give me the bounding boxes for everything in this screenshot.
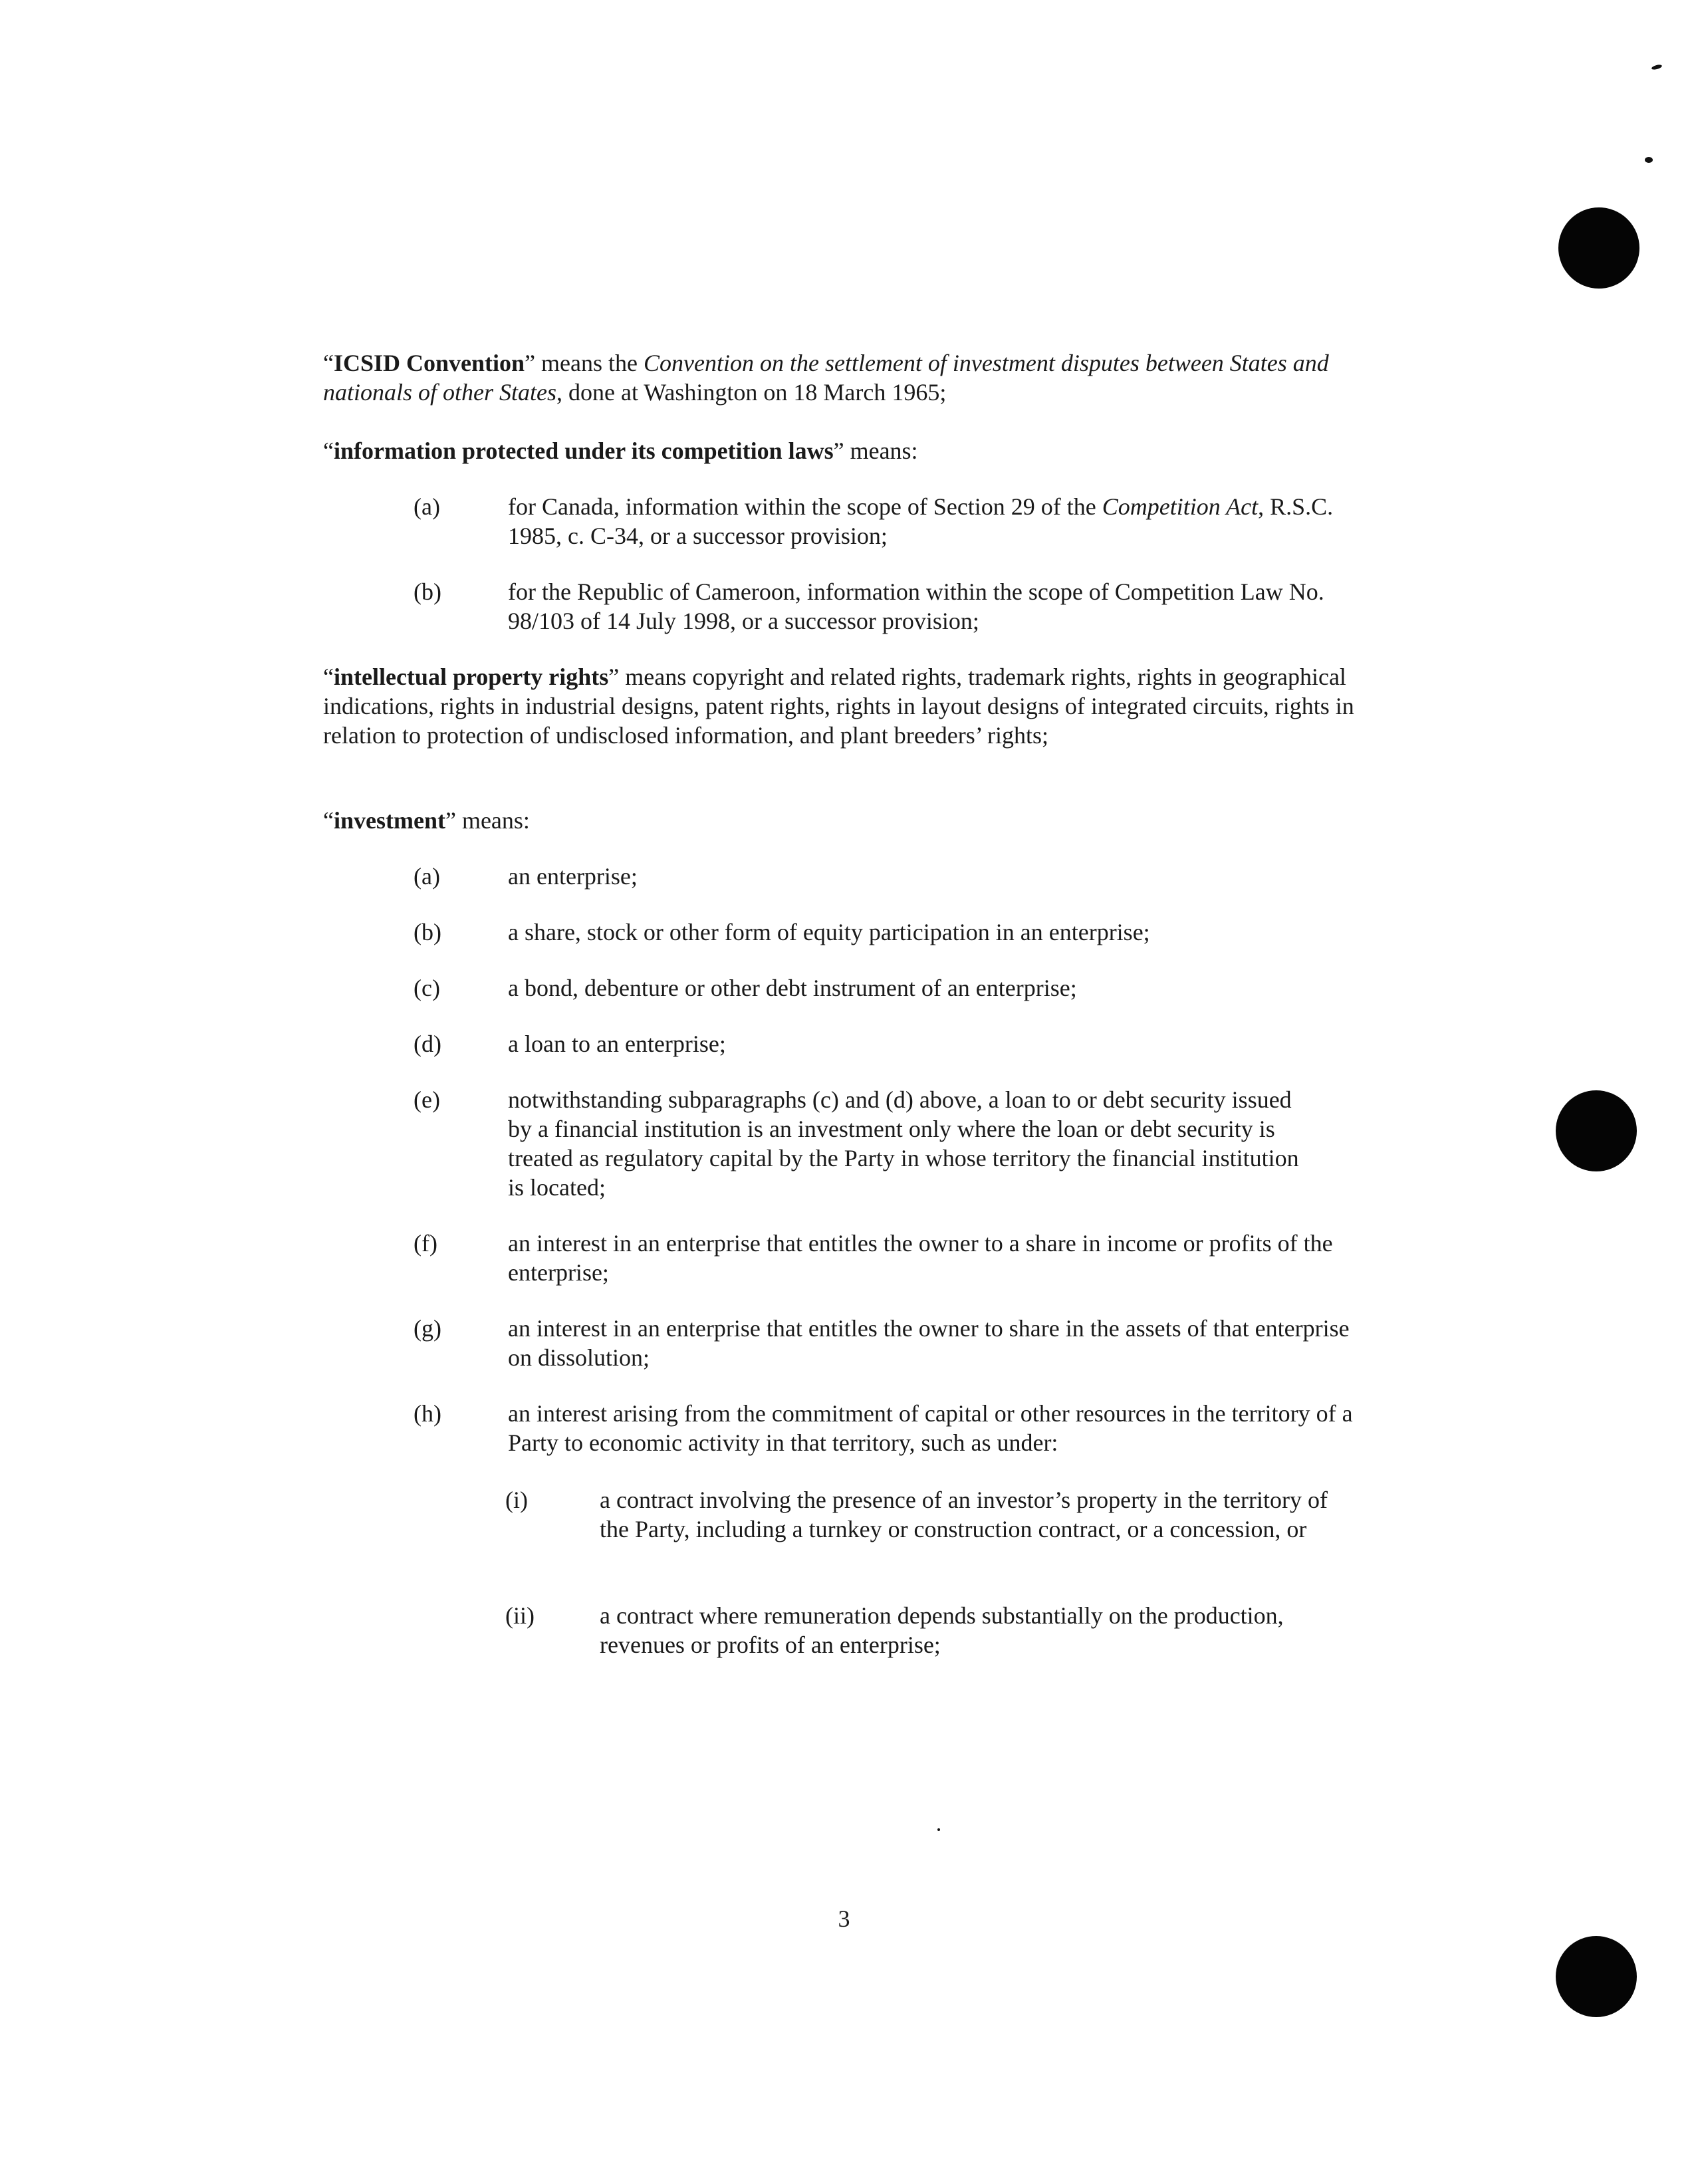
scan-speck <box>937 1828 940 1831</box>
item-text-part: for Canada, information within the scope of Section 29 of the <box>508 493 1102 520</box>
sub-item-text: a contract where remuneration depends substantially on the production, revenues or profits of an enterprise; <box>600 1602 1284 1658</box>
item-text <box>508 492 1359 550</box>
definition-icsid-convention <box>323 348 1360 407</box>
item-text: notwithstanding subparagraphs (c) and (d) above, a loan to or debt security issued by a financial institution is an investment only where the loan or debt security is treated as regulatory capital by the Party in whose territory the financial institution is located; <box>508 1086 1299 1201</box>
item-label: (b) <box>414 578 441 605</box>
punch-hole-middle <box>1556 1090 1637 1171</box>
defined-term: investment <box>333 807 445 834</box>
defined-term: information protected under its competition laws <box>333 437 834 464</box>
convention-title: Convention on the settlement of investment disputes between States and nationals of other States <box>323 350 1329 406</box>
quote-open: “ <box>323 807 334 834</box>
definition-text: , done at Washington on 18 March 1965; <box>556 379 947 406</box>
item-text-part: , R.S.C. 1985, c. C-34, or a successor provision; <box>508 493 1334 549</box>
act-title: Competition Act <box>1102 493 1259 520</box>
defined-term: ICSID Convention <box>333 350 525 376</box>
item-text: an enterprise; <box>508 863 638 890</box>
definition-intellectual-property-rights <box>323 662 1360 750</box>
item-text: an interest in an enterprise that entitles the owner to share in the assets of that enterprise on dissolution; <box>508 1315 1350 1371</box>
definition-connector: ” means: <box>445 807 530 834</box>
quote-open: “ <box>323 437 334 464</box>
item-label: (d) <box>414 1031 441 1057</box>
item-label: (h) <box>414 1400 441 1427</box>
item-label: (b) <box>414 919 441 945</box>
definition-connector: ” means the <box>525 350 644 376</box>
quote-open: “ <box>323 664 334 690</box>
definition-competition-laws <box>323 436 1360 465</box>
defined-term: intellectual property rights <box>333 664 609 690</box>
item-text: a bond, debenture or other debt instrument of an enterprise; <box>508 975 1077 1001</box>
item-label: (g) <box>414 1315 441 1342</box>
item-text: a share, stock or other form of equity participation in an enterprise; <box>508 919 1150 945</box>
item-text: for the Republic of Cameroon, information within the scope of Competition Law No. 98/103 of 14 July 1998, or a successor provision; <box>508 578 1324 634</box>
item-label: (a) <box>414 493 440 520</box>
item-text: an interest in an enterprise that entitles the owner to a share in income or profits of the enterprise; <box>508 1230 1333 1286</box>
sub-item-label: (i) <box>505 1487 528 1513</box>
punch-hole-bottom <box>1556 1936 1637 2017</box>
definition-text: ” means copyright and related rights, trademark rights, rights in geographical indications, rights in industrial designs, patent rights, rights in layout designs of integrated circuits, rights in relation to protection of undisclosed information, and plant breeders’ rights; <box>323 664 1354 749</box>
scan-speck <box>1645 157 1653 163</box>
item-label: (c) <box>414 975 440 1001</box>
item-text: an interest arising from the commitment of capital or other resources in the territory of a Party to economic activity in that territory, such as under: <box>508 1400 1353 1456</box>
quote-open: “ <box>323 350 334 376</box>
definition-connector: ” means: <box>833 437 918 464</box>
scan-speck <box>1651 64 1662 70</box>
item-label: (e) <box>414 1086 440 1113</box>
punch-hole-top <box>1558 207 1639 289</box>
page-number: 3 <box>838 1905 850 1932</box>
item-label: (a) <box>414 863 440 890</box>
item-label: (f) <box>414 1230 437 1257</box>
item-text: a loan to an enterprise; <box>508 1031 726 1057</box>
definition-investment <box>323 806 1360 835</box>
sub-item-label: (ii) <box>505 1602 535 1629</box>
sub-item-text: a contract involving the presence of an investor’s property in the territory of the Party, including a turnkey or construction contract, or a concession, or <box>600 1487 1328 1542</box>
